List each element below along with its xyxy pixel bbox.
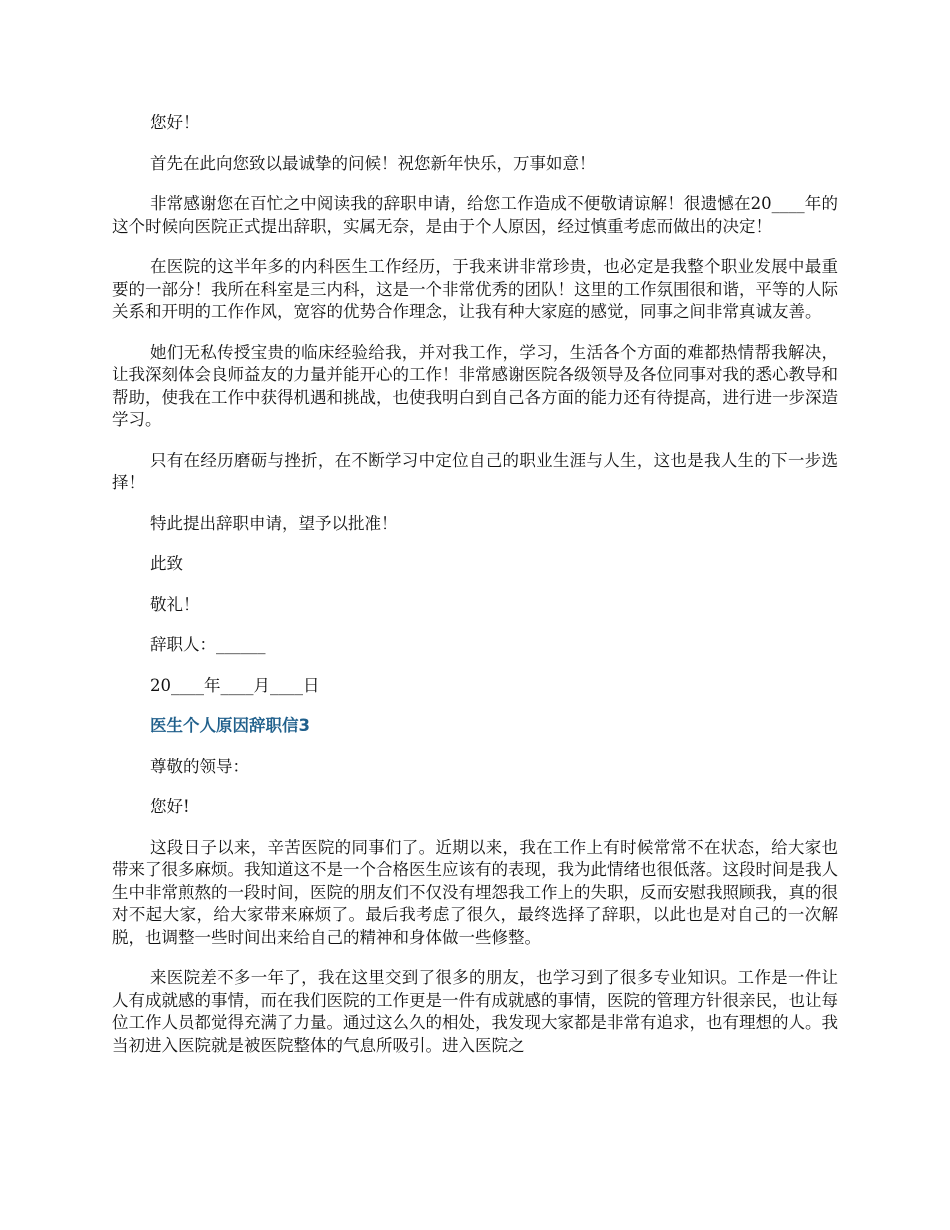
paragraph: 首先在此向您致以最诚挚的问候！祝您新年快乐，万事如意！ xyxy=(150,153,596,173)
date-line: 20____年____月____日 xyxy=(150,675,320,695)
paragraph: 在医院的这半年多的内科医生工作经历，于我来讲非常珍贵，也必定是我整个职业发展中最重要的一部分！我所在科室是三内科，这是一个非常优秀的团队！这里的工作氛围很和谐，平等的人际关系和开明的工作作风，宽容的优势合作理念，让我有种大家庭的感觉，同事之间非常真诚友善。 xyxy=(112,257,838,321)
closing-line: 此致 xyxy=(150,554,183,573)
closing-salute: 敬礼！ xyxy=(150,594,200,614)
paragraph: 只有在经历磨砺与挫折，在不断学习中定位自己的职业生涯与人生，这也是我人生的下一步选择！ xyxy=(112,450,838,492)
paragraph: 非常感谢您在百忙之中阅读我的辞职申请，给您工作造成不便敬请谅解！很遗憾在20____年的这个时候向医院正式提出辞职，实属无奈，是由于个人原因，经过慎重考虑而做出的决定！ xyxy=(112,194,838,236)
paragraph: 这段日子以来，辛苦医院的同事们了。近期以来，我在工作上有时候常常不在状态，给大家也带来了很多麻烦。我知道这不是一个合格医生应该有的表现，我为此情绪也很低落。这段时间是我人生中非常煎熬的一段时间，医院的朋友们不仅没有埋怨我工作上的失职，反而安慰我照顾我，真的很对不起大家，给大家带来麻烦了。最后我考虑了很久，最终选择了辞职，以此也是对自己的一次解脱，也调整一些时间出来给自己的精神和身体做一些修整。 xyxy=(112,837,838,947)
salutation: 尊敬的领导： xyxy=(150,756,249,776)
paragraph: 来医院差不多一年了，我在这里交到了很多的朋友，也学习到了很多专业知识。工作是一件让人有成就感的事情，而在我们医院的工作更是一件有成就感的事情，医院的管理方针很亲民，也让每位工作人员都觉得充满了力量。通过这么久的相处，我发现大家都是非常有追求，也有理想的人。我当初进入医院就是被医院整体的气息所吸引。进入医院之 xyxy=(112,968,838,1055)
paragraph: 特此提出辞职申请，望予以批准！ xyxy=(150,513,398,533)
signer-line: 辞职人：______ xyxy=(150,635,266,654)
greeting: 您好! xyxy=(150,797,190,816)
greeting: 您好！ xyxy=(150,113,200,132)
paragraph: 她们无私传授宝贵的临床经验给我，并对我工作，学习，生活各个方面的难都热情帮我解决，让我深刻体会良师益友的力量并能开心的工作！非常感谢医院各级领导及各位同事对我的悉心教导和帮助，使我在工作中获得机遇和挑战，也使我明白到自己各方面的能力还有待提高，进行进一步深造学习。 xyxy=(112,342,838,429)
section-title: 医生个人原因辞职信3 xyxy=(150,716,310,735)
document-page xyxy=(112,112,838,1075)
